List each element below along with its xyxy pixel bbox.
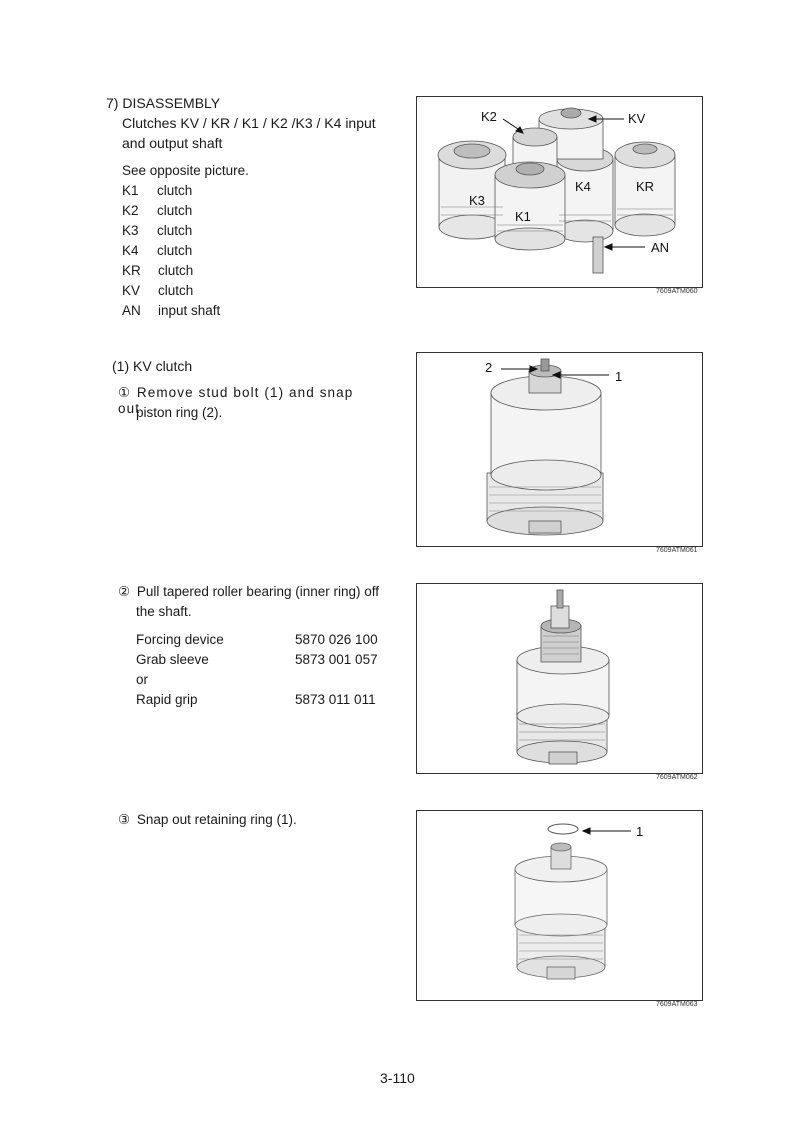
- tool-name: or: [136, 672, 149, 687]
- legend-item: [122, 223, 193, 238]
- step-number: ②: [118, 584, 131, 599]
- step-2: [118, 584, 379, 600]
- retaining-ring-illustration: [417, 811, 702, 1000]
- section-subheading-cont: and output shaft: [122, 135, 223, 151]
- legend-item: [122, 243, 193, 258]
- tool-part: 5873 011 011: [295, 692, 376, 707]
- step-text: Snap out retaining ring (1).: [136, 812, 297, 827]
- legend-desc: clutch: [158, 263, 194, 278]
- legend-item: [122, 183, 193, 198]
- step-number: ③: [118, 812, 131, 827]
- legend-code: KV: [122, 283, 141, 298]
- retaining-ring-icon: [548, 824, 578, 834]
- tool-row: [136, 652, 378, 667]
- legend-code: K4: [122, 243, 139, 258]
- step-2-cont: the shaft.: [136, 604, 192, 619]
- label-kv: KV: [628, 111, 646, 126]
- label-k1: K1: [515, 209, 531, 224]
- step-1-cont: piston ring (2).: [136, 405, 223, 420]
- step-text: Remove stud bolt (1) and snap out: [118, 385, 354, 416]
- legend-code: KR: [122, 263, 141, 278]
- legend-desc: clutch: [157, 183, 193, 198]
- figure-code: 7609ATM062: [656, 774, 698, 781]
- legend-desc: input shaft: [158, 303, 221, 318]
- label-an: AN: [651, 240, 670, 255]
- legend-code: K3: [122, 223, 139, 238]
- tool-row: [136, 672, 148, 687]
- label-k2: K2: [481, 109, 497, 124]
- label-k3: K3: [469, 193, 485, 208]
- label-1: 1: [615, 369, 623, 384]
- tool-name: Grab sleeve: [136, 652, 209, 667]
- label-1: 1: [636, 824, 644, 839]
- legend-item: [122, 283, 194, 298]
- step-text: Pull tapered roller bearing (inner ring) off: [136, 584, 380, 599]
- section-subheading: Clutches KV / KR / K1 / K2 /K3 / K4 input: [122, 115, 376, 131]
- legend-desc: clutch: [158, 283, 194, 298]
- label-2: 2: [485, 360, 493, 375]
- intro-text: See opposite picture.: [122, 163, 249, 178]
- legend-code: K2: [122, 203, 139, 218]
- tool-row: [136, 692, 376, 707]
- figure-code: 7609ATM063: [656, 1001, 698, 1008]
- tool-part: 5870 026 100: [295, 632, 378, 647]
- step-number: ①: [118, 385, 131, 400]
- tool-name: Rapid grip: [136, 692, 198, 707]
- clutch-assembly-illustration: [417, 97, 702, 287]
- kv-clutch-illustration: [417, 353, 702, 546]
- figure-clutch-assembly: [416, 96, 703, 288]
- tool-name: Forcing device: [136, 632, 224, 647]
- legend-item: [122, 303, 221, 318]
- figure-retaining-ring: [416, 810, 703, 1001]
- bearing-removal-illustration: [417, 584, 702, 773]
- legend-code: AN: [122, 303, 141, 318]
- legend-desc: clutch: [157, 203, 193, 218]
- figure-code: 7609ATM060: [656, 288, 698, 295]
- legend-item: [122, 203, 193, 218]
- section-heading: 7) DISASSEMBLY: [106, 95, 221, 111]
- legend-desc: clutch: [157, 223, 193, 238]
- tool-row: [136, 632, 378, 647]
- label-kr: KR: [636, 179, 655, 194]
- legend-item: [122, 263, 194, 278]
- legend-desc: clutch: [157, 243, 193, 258]
- subsection-title: (1) KV clutch: [112, 358, 193, 374]
- figure-code: 7609ATM061: [656, 547, 698, 554]
- label-k4: K4: [575, 179, 591, 194]
- step-3: [118, 812, 297, 828]
- legend-code: K1: [122, 183, 139, 198]
- tool-part: 5873 001 057: [295, 652, 378, 667]
- figure-bearing-removal: [416, 583, 703, 774]
- figure-kv-clutch: [416, 352, 703, 547]
- page-number: 3-110: [380, 1070, 415, 1086]
